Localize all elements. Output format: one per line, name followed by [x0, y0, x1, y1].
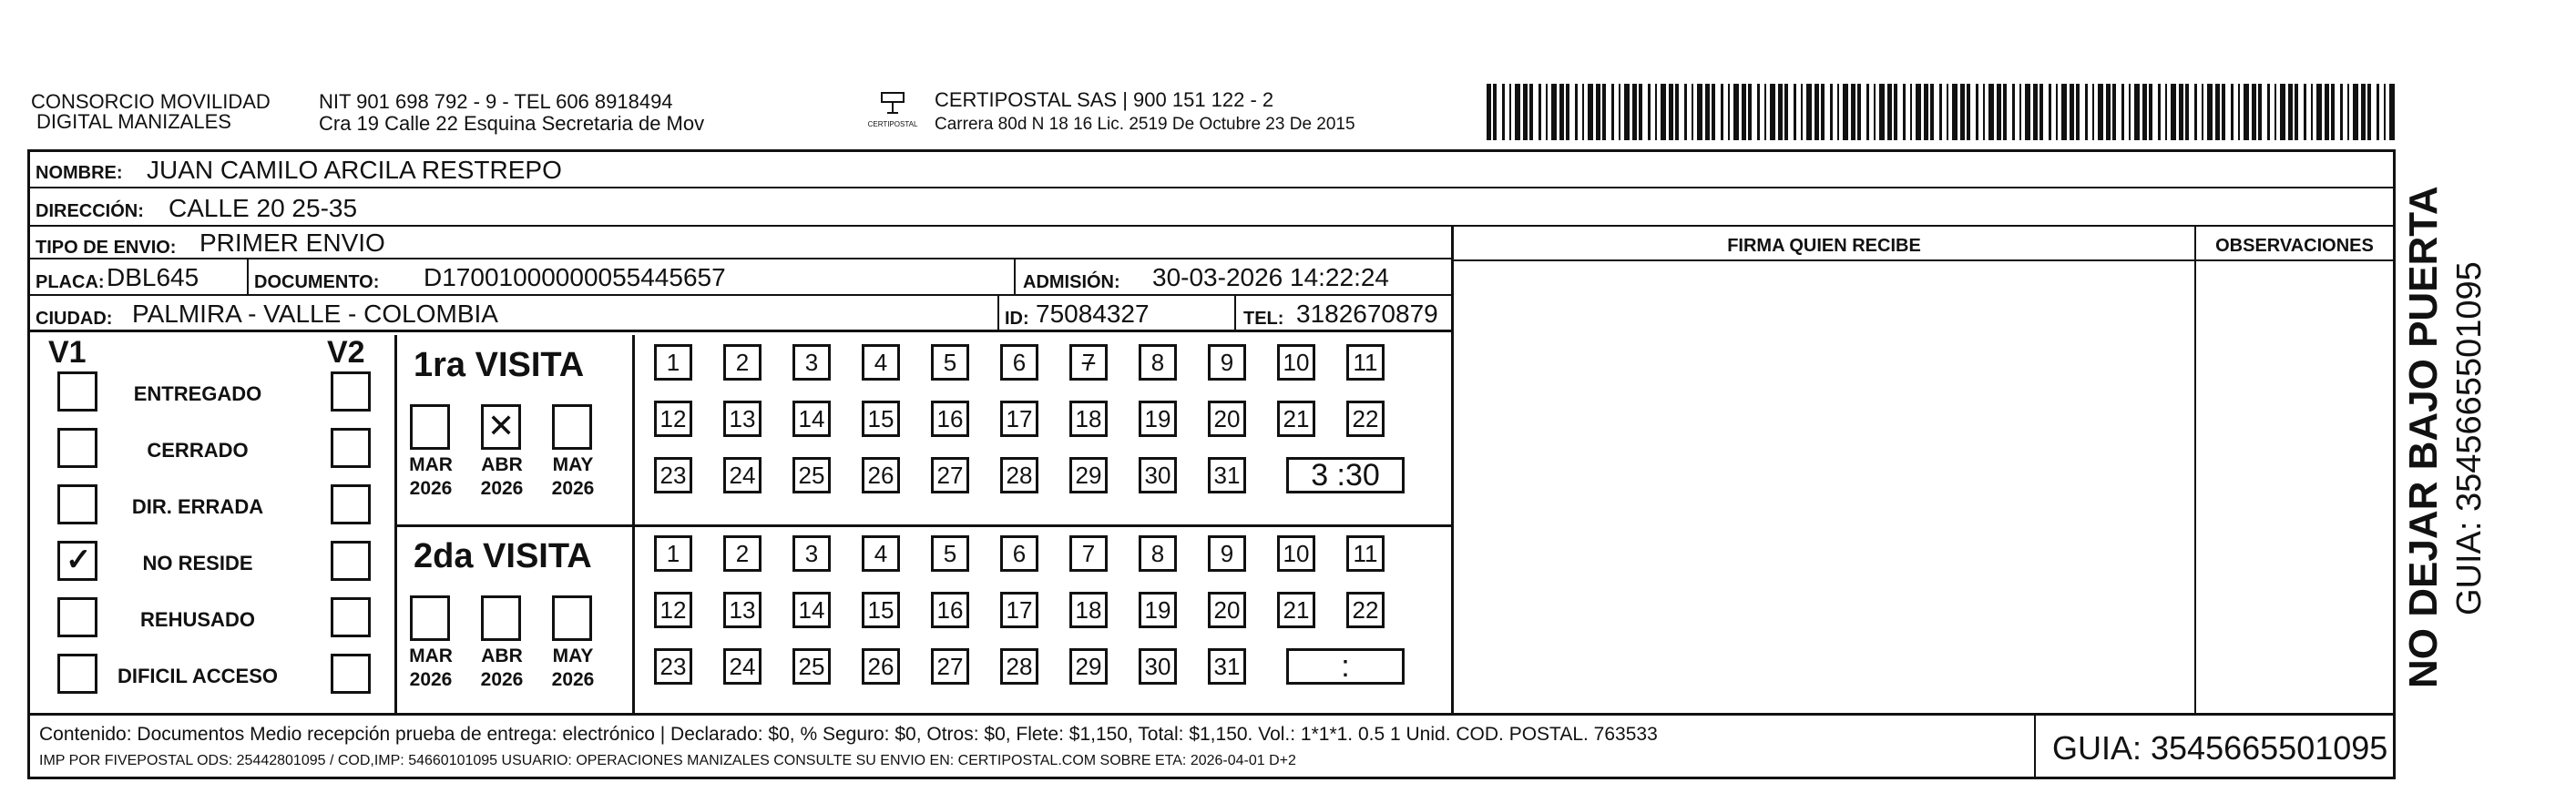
month-label: MAY 2026 [551, 454, 595, 499]
time-box[interactable]: 3 :30 [1286, 457, 1405, 493]
id-label: ID: [1005, 309, 1029, 329]
month-checkbox[interactable] [481, 595, 521, 641]
day-box[interactable]: 1 [654, 535, 692, 572]
day-box[interactable]: 20 [1208, 401, 1246, 437]
direccion-value: CALLE 20 25-35 [169, 194, 358, 222]
month-checkbox[interactable] [552, 404, 592, 450]
second-visit-title: 2da VISITA [414, 537, 592, 575]
delivery-form [27, 149, 2396, 779]
admision-value: 30-03-2026 14:22:24 [1152, 263, 1389, 291]
v1-checkbox[interactable] [57, 428, 97, 468]
day-box[interactable]: 12 [654, 401, 692, 437]
ciudad-label: CIUDAD: [36, 309, 113, 329]
day-box[interactable]: 25 [792, 457, 831, 493]
day-box[interactable]: 5 [931, 535, 969, 572]
day-box[interactable]: 16 [931, 592, 969, 628]
id-value: 75084327 [1036, 300, 1150, 328]
status-block [30, 335, 394, 713]
side-warning: NO DEJAR BAJO PUERTA [2401, 186, 2446, 688]
logo-caption: CERTIPOSTAL [867, 120, 918, 128]
month-label: MAR 2026 [409, 454, 453, 499]
v1-checkbox[interactable] [57, 597, 97, 637]
barcode-graphic [1487, 84, 2397, 140]
day-box[interactable]: 11 [1346, 535, 1385, 572]
day-box[interactable]: 20 [1208, 592, 1246, 628]
tel-label: TEL: [1243, 309, 1284, 329]
row-nombre [30, 152, 2393, 188]
firma-label: FIRMA QUIEN RECIBE [1727, 236, 1921, 256]
day-box[interactable]: 21 [1277, 592, 1315, 628]
day-box[interactable]: 24 [723, 457, 762, 493]
carrier-name: CERTIPOSTAL SAS | 900 151 122 - 2 [935, 88, 1274, 111]
day-box[interactable]: 11 [1346, 344, 1385, 381]
day-box[interactable]: 14 [792, 401, 831, 437]
observaciones-label: OBSERVACIONES [2215, 236, 2374, 256]
month-label: MAR 2026 [409, 645, 453, 690]
day-box[interactable]: 30 [1139, 457, 1177, 493]
day-box[interactable]: 13 [723, 401, 762, 437]
row-tipo-envio [30, 227, 1451, 259]
day-box[interactable]: 29 [1069, 648, 1108, 685]
day-box[interactable]: 23 [654, 457, 692, 493]
day-box[interactable]: 21 [1277, 401, 1315, 437]
day-box[interactable]: 10 [1277, 535, 1315, 572]
status-label: REHUSADO [140, 608, 255, 631]
nombre-label: NOMBRE: [36, 163, 123, 183]
documento-value: D17001000000055445657 [424, 263, 726, 291]
day-box[interactable]: 4 [862, 535, 900, 572]
v1-checkbox[interactable] [57, 541, 97, 581]
footer-print-info: IMP POR FIVEPOSTAL ODS: 25442801095 / COD,IMP: 54660101095 USUARIO: OPERACIONES MANIZALES CONSULTE SU ENVIO EN: CERTIPOSTAL.COM SOBRE ETA: 2026-04-01 D+2 [39, 753, 1296, 768]
documento-label: DOCUMENTO: [254, 272, 380, 292]
month-checkbox[interactable] [410, 595, 450, 641]
day-box[interactable]: 22 [1346, 401, 1385, 437]
status-label: ENTREGADO [133, 382, 262, 405]
day-box[interactable]: 2 [723, 535, 762, 572]
first-visit-title: 1ra VISITA [414, 346, 585, 384]
tel-value: 3182670879 [1296, 300, 1438, 328]
v2-checkbox[interactable] [331, 428, 371, 468]
month-label: ABR 2026 [480, 645, 524, 690]
v2-checkbox[interactable] [331, 541, 371, 581]
company-name-line2: DIGITAL MANIZALES [36, 110, 231, 133]
nombre-value: JUAN CAMILO ARCILA RESTREPO [147, 156, 562, 184]
day-box[interactable]: 4 [862, 344, 900, 381]
day-box[interactable]: 27 [931, 648, 969, 685]
month-checkbox[interactable] [552, 595, 592, 641]
day-box[interactable]: 8 [1139, 344, 1177, 381]
day-box[interactable]: 17 [1000, 401, 1038, 437]
row-placa [30, 259, 1451, 296]
day-box[interactable]: 3 [792, 344, 831, 381]
barcode [1487, 84, 2397, 140]
v2-checkbox[interactable] [331, 597, 371, 637]
day-box[interactable]: 24 [723, 648, 762, 685]
day-box[interactable]: 2 [723, 344, 762, 381]
day-box[interactable]: 17 [1000, 592, 1038, 628]
tipo-envio-value: PRIMER ENVIO [199, 229, 385, 257]
day-box[interactable]: 29 [1069, 457, 1108, 493]
day-box[interactable]: 9 [1208, 344, 1246, 381]
visits-block [397, 335, 1451, 713]
side-guia: GUIA: 3545665501095 [2450, 261, 2489, 615]
day-box[interactable]: 8 [1139, 535, 1177, 572]
status-label: CERRADO [147, 439, 249, 462]
status-label: NO RESIDE [142, 552, 253, 574]
cross-mark-icon: ✕ [487, 407, 516, 444]
month-label: ABR 2026 [480, 454, 524, 499]
admision-label: ADMISIÓN: [1023, 272, 1120, 292]
v1-checkbox[interactable] [57, 371, 97, 412]
day-box[interactable]: 13 [723, 592, 762, 628]
day-box[interactable]: 31 [1208, 457, 1246, 493]
day-box[interactable]: 26 [862, 457, 900, 493]
day-box[interactable]: 10 [1277, 344, 1315, 381]
day-box[interactable]: 26 [862, 648, 900, 685]
row-direccion [30, 188, 2393, 227]
day-box[interactable]: 1 [654, 344, 692, 381]
status-label: DIR. ERRADA [131, 495, 264, 518]
day-box[interactable]: 6 [1000, 535, 1038, 572]
v2-checkbox[interactable] [331, 484, 371, 524]
company-name-line1: CONSORCIO MOVILIDAD [31, 90, 271, 113]
day-box[interactable]: 25 [792, 648, 831, 685]
day-box[interactable]: 23 [654, 648, 692, 685]
day-box[interactable]: 14 [792, 592, 831, 628]
observations-area[interactable] [2196, 261, 2393, 713]
day-box[interactable]: 22 [1346, 592, 1385, 628]
time-box[interactable]: : [1286, 648, 1405, 685]
direccion-label: DIRECCIÓN: [36, 201, 144, 221]
month-checkbox[interactable] [410, 404, 450, 450]
check-mark-icon: ✓ [66, 543, 92, 577]
day-box[interactable]: 12 [654, 592, 692, 628]
day-box[interactable]: 18 [1069, 401, 1108, 437]
day-box[interactable]: 7 [1069, 535, 1108, 572]
company-nit: NIT 901 698 792 - 9 - TEL 606 8918494 [319, 90, 673, 113]
month-checkbox[interactable] [481, 404, 521, 450]
day-box[interactable]: 5 [931, 344, 969, 381]
certipostal-logo-icon [856, 89, 929, 140]
footer-contents: Contenido: Documentos Medio recepción prueba de entrega: electrónico | Declarado: $0, % Seguro: $0, Otros: $0, Flete: $1,150, Total: $1,150. Vol.: 1*1*1. 0.5 1 Unid. COD. POSTAL. 763533 [39, 724, 1658, 745]
day-box[interactable]: 9 [1208, 535, 1246, 572]
v2-label: V2 [327, 335, 365, 370]
day-box[interactable]: 28 [1000, 648, 1038, 685]
v2-checkbox[interactable] [331, 371, 371, 412]
day-box[interactable]: 31 [1208, 648, 1246, 685]
day-box[interactable]: 18 [1069, 592, 1108, 628]
v1-label: V1 [48, 335, 87, 370]
day-box[interactable]: 30 [1139, 648, 1177, 685]
day-box[interactable]: 7 [1069, 344, 1108, 381]
month-label: MAY 2026 [551, 645, 595, 690]
company-address: Cra 19 Calle 22 Esquina Secretaria de Mov [319, 112, 705, 135]
day-box[interactable]: 27 [931, 457, 969, 493]
certipostal-logo [856, 89, 929, 140]
ciudad-value: PALMIRA - VALLE - COLOMBIA [132, 300, 498, 328]
tipo-envio-label: TIPO DE ENVIO: [36, 238, 177, 258]
day-box[interactable]: 3 [792, 535, 831, 572]
footer-guia: GUIA: 3545665501095 [2052, 729, 2388, 767]
day-box[interactable]: 19 [1139, 401, 1177, 437]
row-ciudad [30, 296, 1451, 332]
day-box[interactable]: 15 [862, 592, 900, 628]
v2-checkbox[interactable] [331, 654, 371, 694]
day-box[interactable]: 19 [1139, 592, 1177, 628]
day-box[interactable]: 6 [1000, 344, 1038, 381]
status-label: DIFICIL ACCESO [117, 665, 278, 687]
day-box[interactable]: 28 [1000, 457, 1038, 493]
placa-label: PLACA: [36, 272, 105, 292]
v1-checkbox[interactable] [57, 484, 97, 524]
v1-checkbox[interactable] [57, 654, 97, 694]
day-box[interactable]: 15 [862, 401, 900, 437]
carrier-address: Carrera 80d N 18 16 Lic. 2519 De Octubre 23 De 2015 [935, 115, 1355, 134]
signature-area[interactable] [1454, 261, 2194, 713]
day-box[interactable]: 16 [931, 401, 969, 437]
placa-value: DBL645 [107, 263, 199, 291]
